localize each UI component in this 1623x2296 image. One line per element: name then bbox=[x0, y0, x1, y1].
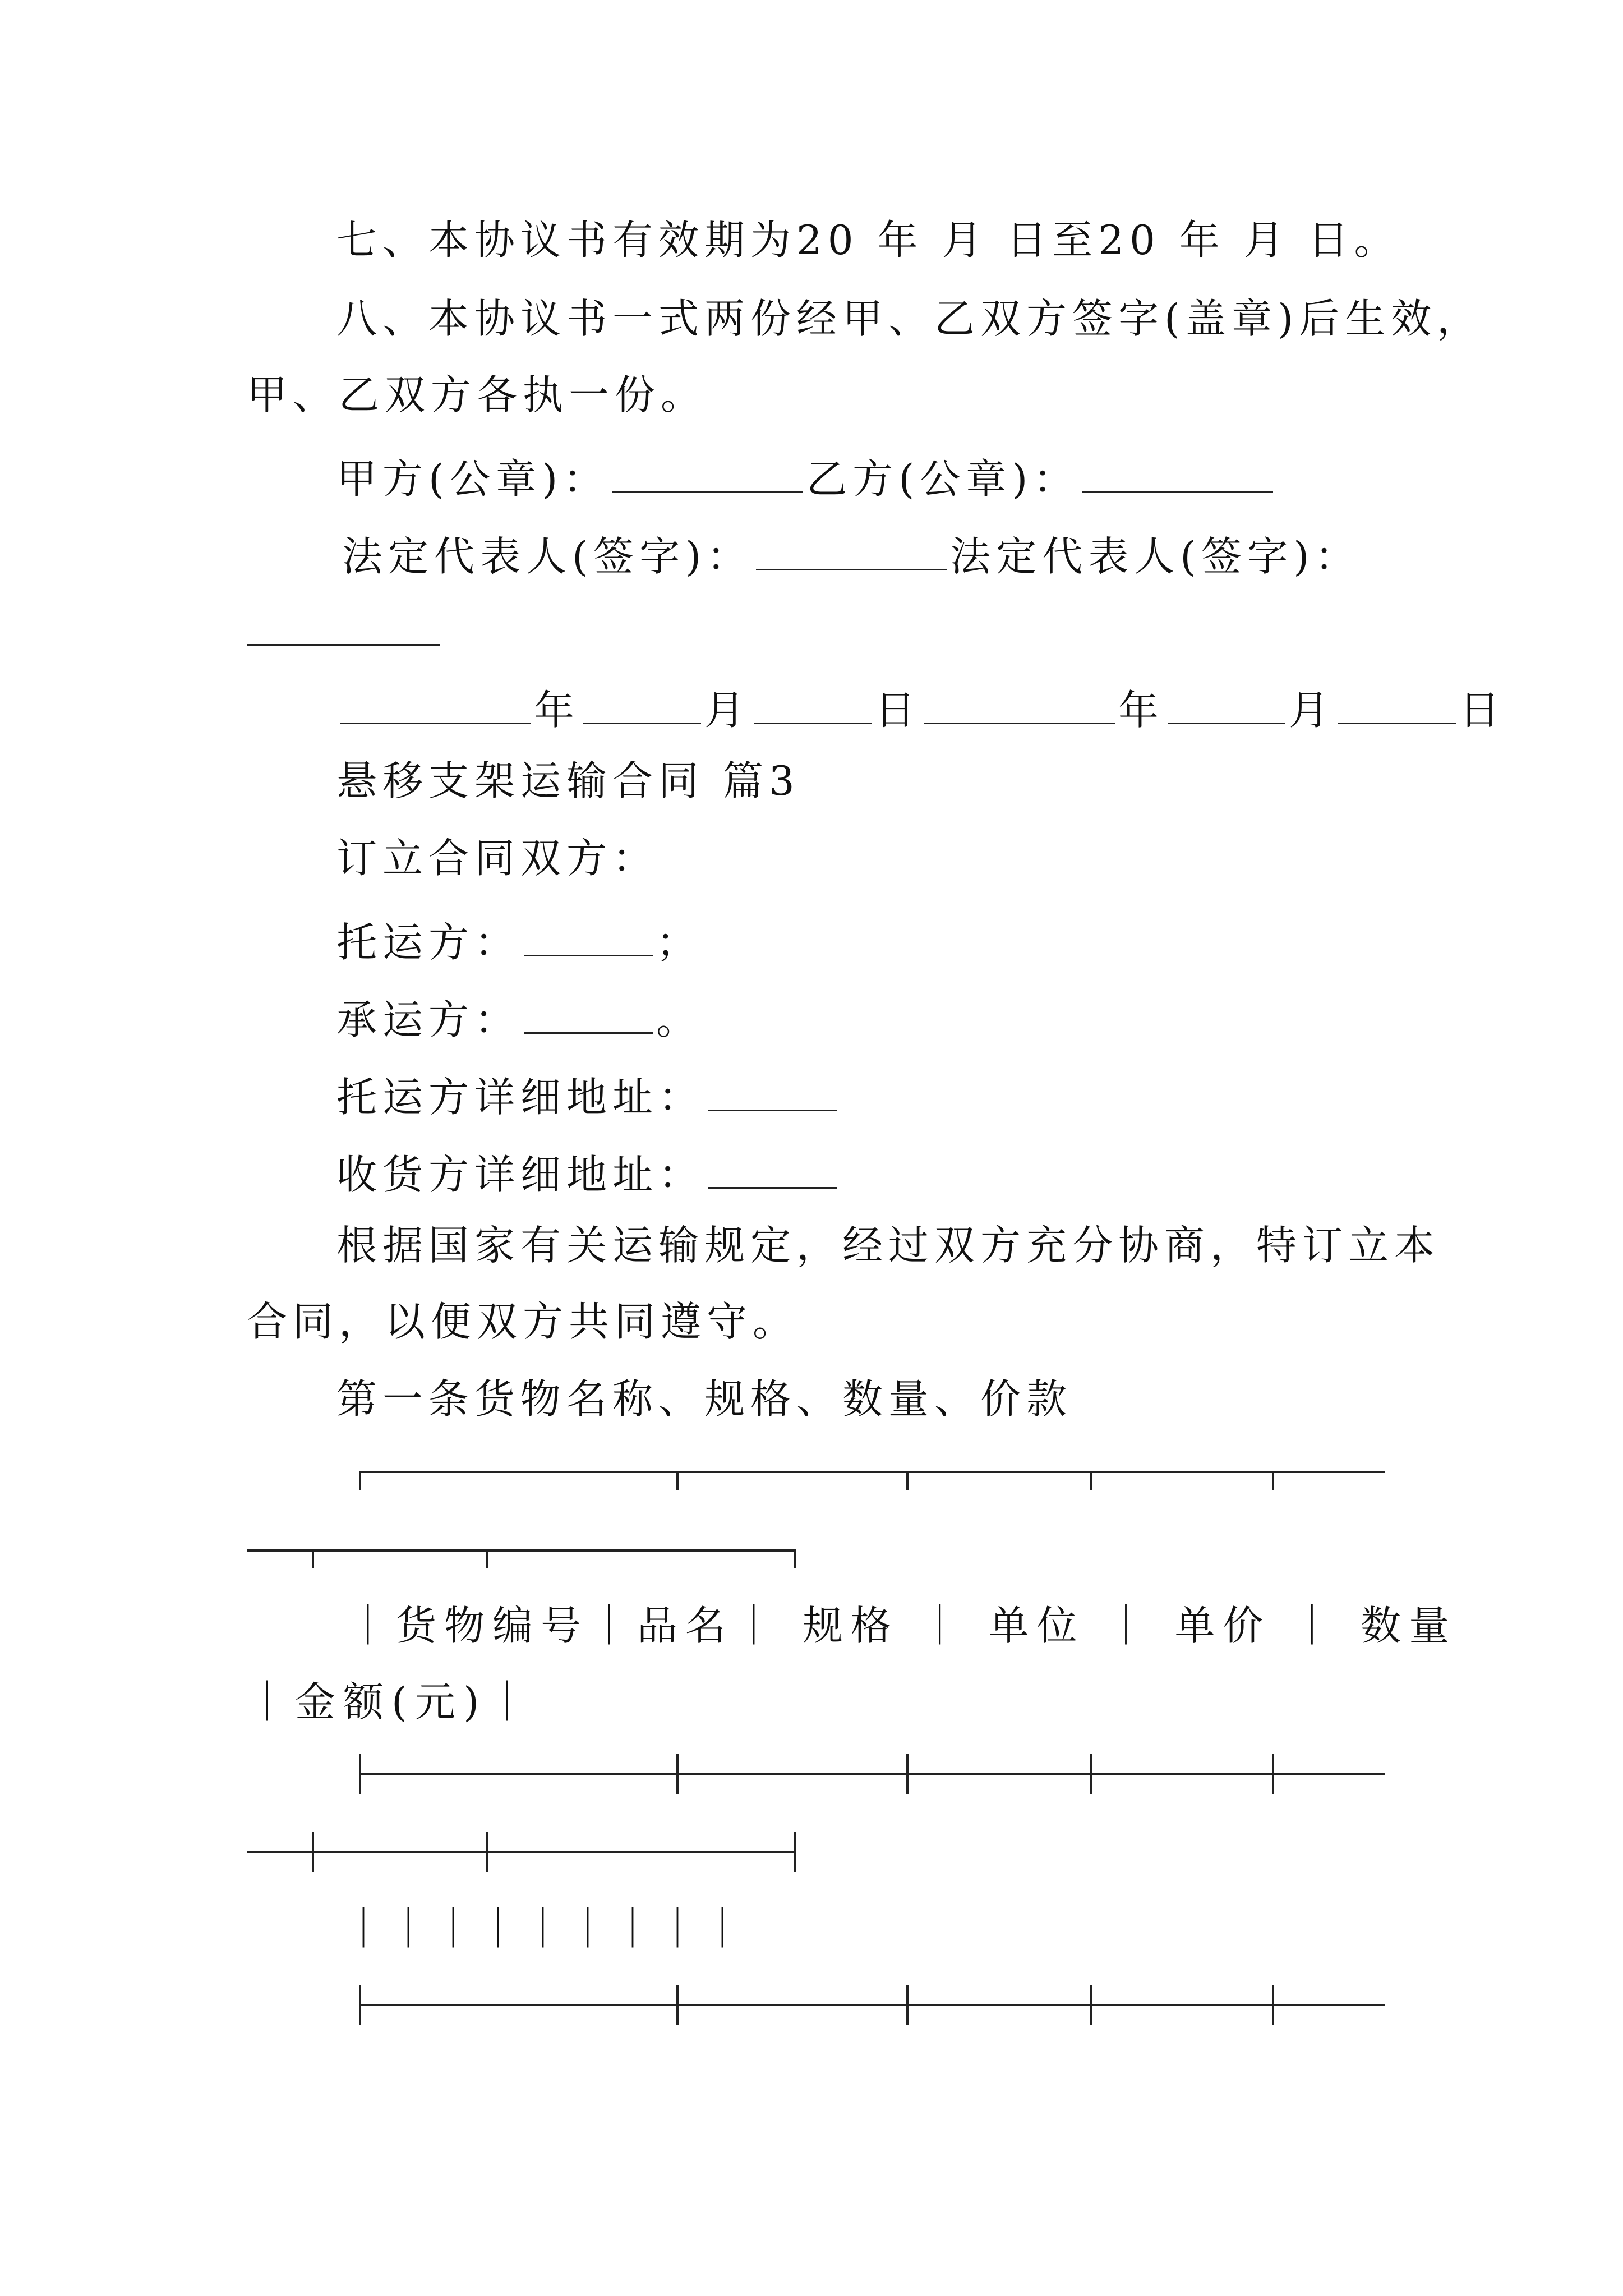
table-header-row: ｜货物编号｜品名｜ 规格 ｜ 单位 ｜ 单价 ｜ 数量 bbox=[348, 1602, 1458, 1649]
shipper-line bbox=[336, 915, 703, 966]
date-b-month-label: 月 bbox=[1289, 687, 1335, 734]
table-separator-tick bbox=[676, 1985, 679, 2025]
table-separator-tick bbox=[1090, 1754, 1092, 1794]
date-a-day-blank[interactable] bbox=[754, 683, 872, 724]
table-top-tick bbox=[676, 1471, 679, 1490]
basis-paragraph-continued: 合同，以便双方共同遵守。 bbox=[247, 1298, 799, 1345]
consignee-address-blank[interactable] bbox=[708, 1148, 837, 1189]
carrier-blank[interactable] bbox=[524, 993, 653, 1034]
table-top-tick bbox=[906, 1471, 909, 1490]
party-a-seal-blank[interactable] bbox=[612, 452, 803, 493]
shipper-address-blank[interactable] bbox=[708, 1070, 837, 1111]
table-header-separator bbox=[359, 1773, 1385, 1775]
shipper-address-label: 托运方详细地址： bbox=[336, 1074, 705, 1121]
table-top-border-wrap bbox=[247, 1549, 796, 1552]
shipper-address-line bbox=[336, 1070, 840, 1121]
validity-clause: 七、本协议书有效期为20 年 月 日至20 年 月 日。 bbox=[336, 217, 1400, 264]
legal-rep-b-blank[interactable] bbox=[247, 644, 440, 646]
table-empty-row: ｜｜｜｜｜｜｜｜｜ bbox=[343, 1905, 748, 1952]
shipper-label: 托运方： bbox=[336, 919, 521, 966]
date-b-day-blank[interactable] bbox=[1338, 683, 1456, 724]
legal-rep-a-label: 法定代表人(签字)： bbox=[342, 533, 753, 580]
table-separator-tick bbox=[1272, 1754, 1274, 1794]
party-b-seal-blank[interactable] bbox=[1082, 452, 1273, 493]
table-top-tick bbox=[1272, 1471, 1274, 1490]
table-separator-tick bbox=[676, 1754, 679, 1794]
carrier-label: 承运方： bbox=[336, 996, 521, 1043]
table-separator-tick bbox=[359, 1985, 361, 2025]
shipper-punctuation: ； bbox=[656, 919, 703, 966]
parties-heading: 订立合同双方： bbox=[336, 835, 659, 882]
table-top-tick bbox=[1090, 1471, 1092, 1490]
party-a-seal-label: 甲方(公章)： bbox=[336, 455, 610, 503]
shipper-blank[interactable] bbox=[524, 915, 653, 956]
table-top-tick bbox=[312, 1549, 314, 1568]
signature-date-line bbox=[336, 683, 1506, 734]
section-title: 悬移支架运输合同 篇3 bbox=[336, 757, 800, 804]
date-b-year-blank[interactable] bbox=[924, 683, 1115, 724]
party-a-seal-line bbox=[336, 452, 1276, 503]
table-separator-tick bbox=[359, 1754, 361, 1794]
table-row-separator bbox=[359, 2004, 1385, 2006]
date-a-year-label: 年 bbox=[534, 687, 580, 734]
carrier-punctuation: 。 bbox=[656, 996, 703, 1043]
table-separator-tick bbox=[486, 1832, 488, 1872]
copies-clause-continued: 甲、乙双方各执一份。 bbox=[247, 371, 707, 418]
date-a-month-blank[interactable] bbox=[583, 683, 701, 724]
legal-rep-b-label: 法定代表人(签字)： bbox=[950, 533, 1361, 580]
table-top-left-tick bbox=[359, 1471, 361, 1490]
legal-rep-a-blank[interactable] bbox=[756, 530, 947, 570]
article-1-heading: 第一条货物名称、规格、数量、价款 bbox=[336, 1375, 1073, 1423]
party-b-seal-label: 乙方(公章)： bbox=[806, 455, 1080, 503]
date-a-day-label: 日 bbox=[875, 687, 921, 734]
table-header-row-continued: ｜金额(元)｜ bbox=[247, 1678, 536, 1726]
table-header-separator-wrap bbox=[247, 1851, 796, 1853]
table-top-tick bbox=[486, 1549, 488, 1568]
table-separator-tick bbox=[312, 1832, 314, 1872]
table-separator-tick bbox=[906, 1754, 909, 1794]
consignee-address-line bbox=[336, 1148, 840, 1198]
basis-paragraph: 根据国家有关运输规定，经过双方充分协商，特订立本 bbox=[336, 1222, 1441, 1269]
legal-rep-line bbox=[342, 530, 1361, 580]
consignee-address-label: 收货方详细地址： bbox=[336, 1151, 705, 1198]
date-a-year-blank[interactable] bbox=[340, 683, 531, 724]
date-b-month-blank[interactable] bbox=[1168, 683, 1285, 724]
table-top-border bbox=[359, 1471, 1385, 1473]
date-b-day-label: 日 bbox=[1459, 687, 1506, 734]
table-separator-tick bbox=[794, 1832, 796, 1872]
carrier-line bbox=[336, 993, 703, 1043]
copies-clause: 八、本协议书一式两份经甲、乙双方签字(盖章)后生效， bbox=[336, 295, 1483, 342]
date-a-month-label: 月 bbox=[704, 687, 751, 734]
table-top-right-tick bbox=[794, 1549, 796, 1568]
date-b-year-label: 年 bbox=[1118, 687, 1165, 734]
table-separator-tick bbox=[1272, 1985, 1274, 2025]
table-separator-tick bbox=[1090, 1985, 1092, 2025]
table-separator-tick bbox=[906, 1985, 909, 2025]
